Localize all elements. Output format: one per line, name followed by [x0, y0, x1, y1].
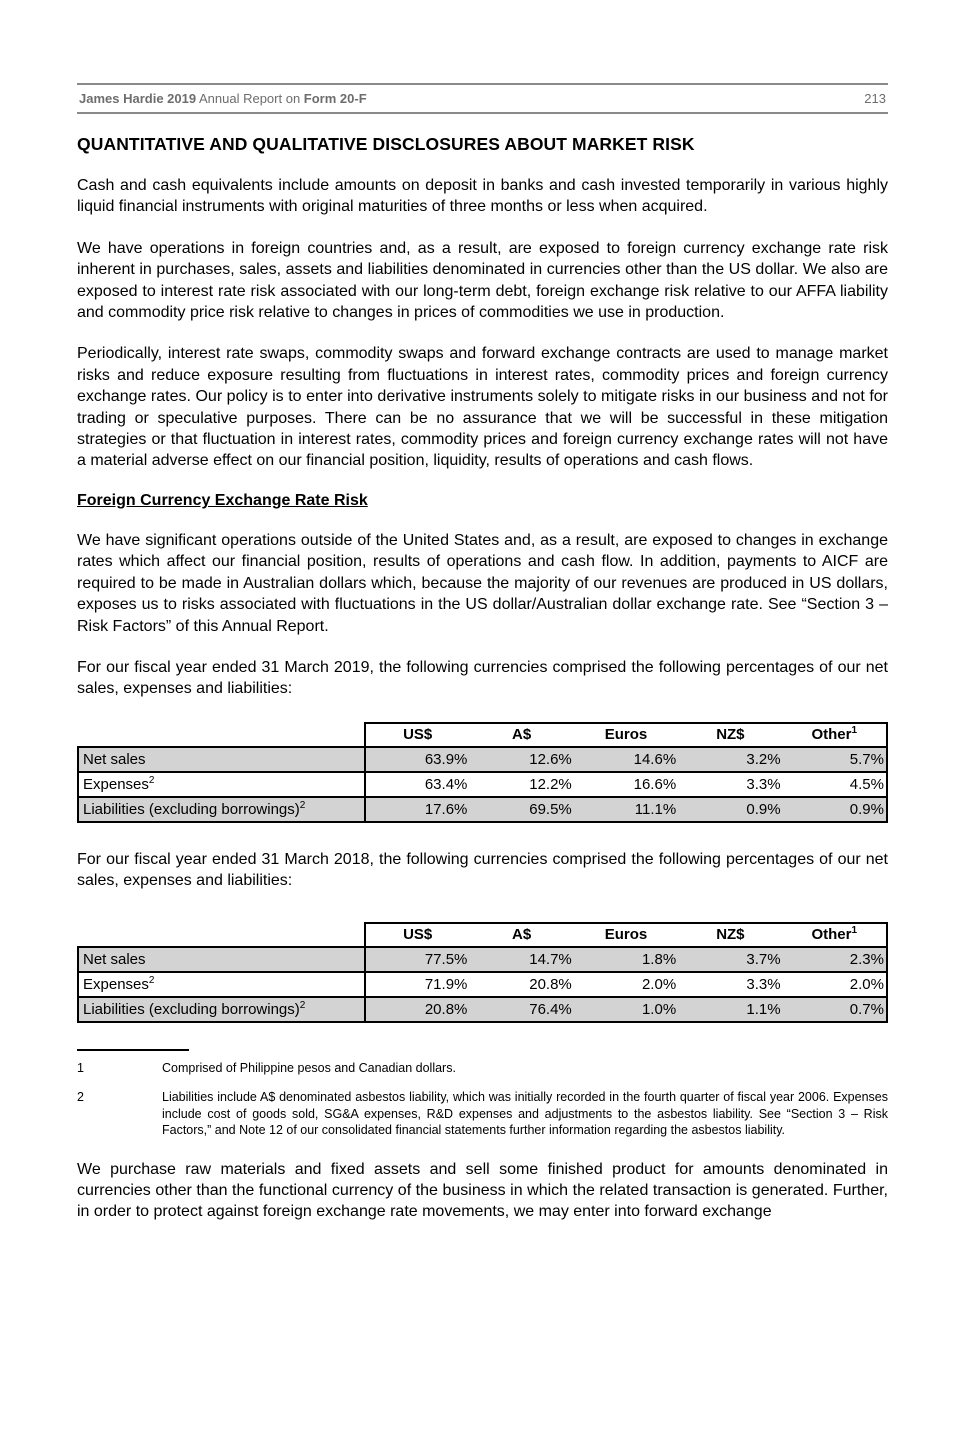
cell-value: 76.4%	[469, 997, 573, 1022]
column-header-nzd: NZ$	[678, 923, 782, 947]
footnote-2	[77, 1089, 888, 1139]
table-row-expenses	[78, 772, 887, 797]
row-label-text: Expenses	[83, 775, 149, 793]
cell-value: 0.9%	[678, 797, 782, 822]
footnote-text: Comprised of Philippine pesos and Canadian dollars.	[162, 1060, 456, 1075]
row-label-text: Liabilities (excluding borrowings)	[83, 800, 300, 818]
cell-value: 5.7%	[783, 747, 887, 772]
footnote-ref-icon: 2	[299, 999, 306, 1011]
cell-value: 77.5%	[365, 947, 469, 972]
table-row-net-sales	[78, 947, 887, 972]
row-label	[78, 997, 365, 1022]
cell-value: 0.9%	[783, 797, 887, 822]
footnote-text: Liabilities include A$ denominated asbestos liability, which was initially recorded in the fourth quarter of fiscal year 2006. Expenses include cost of goods sold, SG&A expenses, R&D expenses and adjustments to the asbestos liability. See “Section 3 – Risk Factors,” and Note 12 of our consolidated financial statements further information regarding the asbestos liability.	[162, 1090, 888, 1138]
row-label	[78, 747, 365, 772]
cell-value: 3.2%	[678, 747, 782, 772]
paragraph-derivatives-policy: Periodically, interest rate swaps, commodity swaps and forward exchange contracts are used to manage market risks and reduce exposure resulting from fluctuations in interest rates, commodity prices and foreign currency exchange rates. Our policy is to enter into derivative instruments solely to mitigate risks in our business and not for trading or speculative purposes. There can be no assurance that we will be successful in these mitigation strategies or that fluctuation in interest rates, commodity prices and foreign currency exchange rates will not have a material adverse effect on our financial position, liquidity, results of operations and cash flows.	[77, 345, 888, 470]
cell-value: 63.4%	[365, 772, 469, 797]
table-intro-fy2019: For our fiscal year ended 31 March 2019, the following currencies comprised the following percentages of our net sales, expenses and liabilities:	[77, 658, 888, 698]
cell-value: 3.3%	[678, 772, 782, 797]
table-row-liabilities	[78, 797, 887, 822]
cell-value: 17.6%	[365, 797, 469, 822]
footnote-number: 2	[77, 1090, 84, 1105]
footnote-number: 1	[77, 1060, 84, 1075]
main-title: QUANTITATIVE AND QUALITATIVE DISCLOSURES ABOUT MARKET RISK	[77, 134, 695, 154]
column-header-other-label: Other	[811, 726, 852, 744]
cell-value: 12.2%	[469, 772, 573, 797]
cell-value: 71.9%	[365, 972, 469, 997]
row-label-text: Expenses	[83, 975, 149, 993]
row-label	[78, 772, 365, 797]
paragraph-significant-operations: We have significant operations outside of the United States and, as a result, are exposed to changes in exchange rates which affect our financial position, results of operations and cash flow. In addition, payments to AICF are required to be made in Australian dollars which, because the majority of our revenues are produced in US dollars, exposes us to risks associated with fluctuations in the US dollar/Australian dollar exchange rate. See “Section 3 – Risk Factors” of this Annual Report.	[77, 531, 888, 635]
footnote-divider-rule	[77, 1049, 189, 1051]
column-header-usd: US$	[365, 923, 469, 947]
footnote-ref-icon: 2	[148, 774, 155, 786]
cell-value: 14.7%	[469, 947, 573, 972]
table-header-row	[78, 723, 887, 747]
cell-value: 11.1%	[574, 797, 678, 822]
fx-table-fy2018	[77, 922, 888, 1023]
table-corner-empty	[78, 923, 365, 947]
row-label	[78, 972, 365, 997]
cell-value: 69.5%	[469, 797, 573, 822]
cell-value: 2.0%	[574, 972, 678, 997]
paragraph-cash-equivalents: Cash and cash equivalents include amounts on deposit in banks and cash invested temporarily in various highly liquid financial instruments with original maturities of three months or less when acquired.	[77, 177, 888, 216]
row-label-text: Liabilities (excluding borrowings)	[83, 1000, 300, 1018]
cell-value: 3.3%	[678, 972, 782, 997]
table-row-liabilities	[78, 997, 887, 1022]
paragraph-closing: We purchase raw materials and fixed assets and sell some finished product for amounts denominated in currencies other than the functional currency of the business in which the related transaction is generated. Further, in order to protect against foreign exchange rate movements, we may enter into forward exchange	[77, 1160, 888, 1221]
paragraph-foreign-operations: We have operations in foreign countries and, as a result, are exposed to foreign currency exchange rate risk inherent in purchases, sales, assets and liabilities denominated in currencies other than the US dollar. We also are exposed to interest rate risk associated with our long-term debt, foreign exchange risk relative to our AFFA liability and commodity price risk relative to changes in prices of commodities we use in production.	[77, 239, 888, 322]
cell-value: 1.8%	[574, 947, 678, 972]
row-label-text: Net sales	[83, 950, 146, 968]
page-number: 213	[864, 91, 886, 106]
table-corner-empty	[78, 723, 365, 747]
cell-value: 3.7%	[678, 947, 782, 972]
currency-percentages-table-2018	[77, 922, 888, 1023]
cell-value: 14.6%	[574, 747, 678, 772]
report-title-middle: Annual Report on	[196, 91, 304, 106]
report-title	[79, 91, 367, 106]
column-header-nzd: NZ$	[678, 723, 782, 747]
document-page	[0, 83, 965, 1223]
row-label	[78, 797, 365, 822]
section-heading-fx-risk: Foreign Currency Exchange Rate Risk	[77, 491, 368, 509]
column-header-other-label: Other	[811, 926, 852, 944]
footnote-1	[77, 1060, 888, 1077]
report-title-brand: James Hardie 2019	[79, 91, 197, 106]
cell-value: 2.0%	[783, 972, 887, 997]
row-label-text: Net sales	[83, 750, 146, 768]
column-header-euros: Euros	[574, 923, 678, 947]
footnote-ref-icon: 2	[148, 974, 155, 986]
column-header-usd: US$	[365, 723, 469, 747]
page-header	[77, 83, 888, 114]
table-header-row	[78, 923, 887, 947]
cell-value: 20.8%	[365, 997, 469, 1022]
table-row-net-sales	[78, 747, 887, 772]
cell-value: 1.1%	[678, 997, 782, 1022]
report-title-form: Form 20-F	[303, 91, 367, 106]
column-header-other	[783, 923, 887, 947]
row-label	[78, 947, 365, 972]
column-header-euros: Euros	[574, 723, 678, 747]
table-intro-fy2018: For our fiscal year ended 31 March 2018, the following currencies comprised the following percentages of our net sales, expenses and liabilities:	[77, 850, 888, 890]
column-header-other	[783, 723, 887, 747]
currency-percentages-table-2019	[77, 722, 888, 823]
column-header-aud: A$	[469, 723, 573, 747]
fx-table-fy2019	[77, 722, 888, 823]
column-header-aud: A$	[469, 923, 573, 947]
cell-value: 2.3%	[783, 947, 887, 972]
cell-value: 0.7%	[783, 997, 887, 1022]
footnote-ref-icon: 1	[851, 925, 858, 937]
cell-value: 16.6%	[574, 772, 678, 797]
cell-value: 4.5%	[783, 772, 887, 797]
cell-value: 20.8%	[469, 972, 573, 997]
cell-value: 12.6%	[469, 747, 573, 772]
cell-value: 1.0%	[574, 997, 678, 1022]
footnote-ref-icon: 1	[851, 725, 858, 737]
table-row-expenses	[78, 972, 887, 997]
cell-value: 63.9%	[365, 747, 469, 772]
footnote-ref-icon: 2	[299, 799, 306, 811]
